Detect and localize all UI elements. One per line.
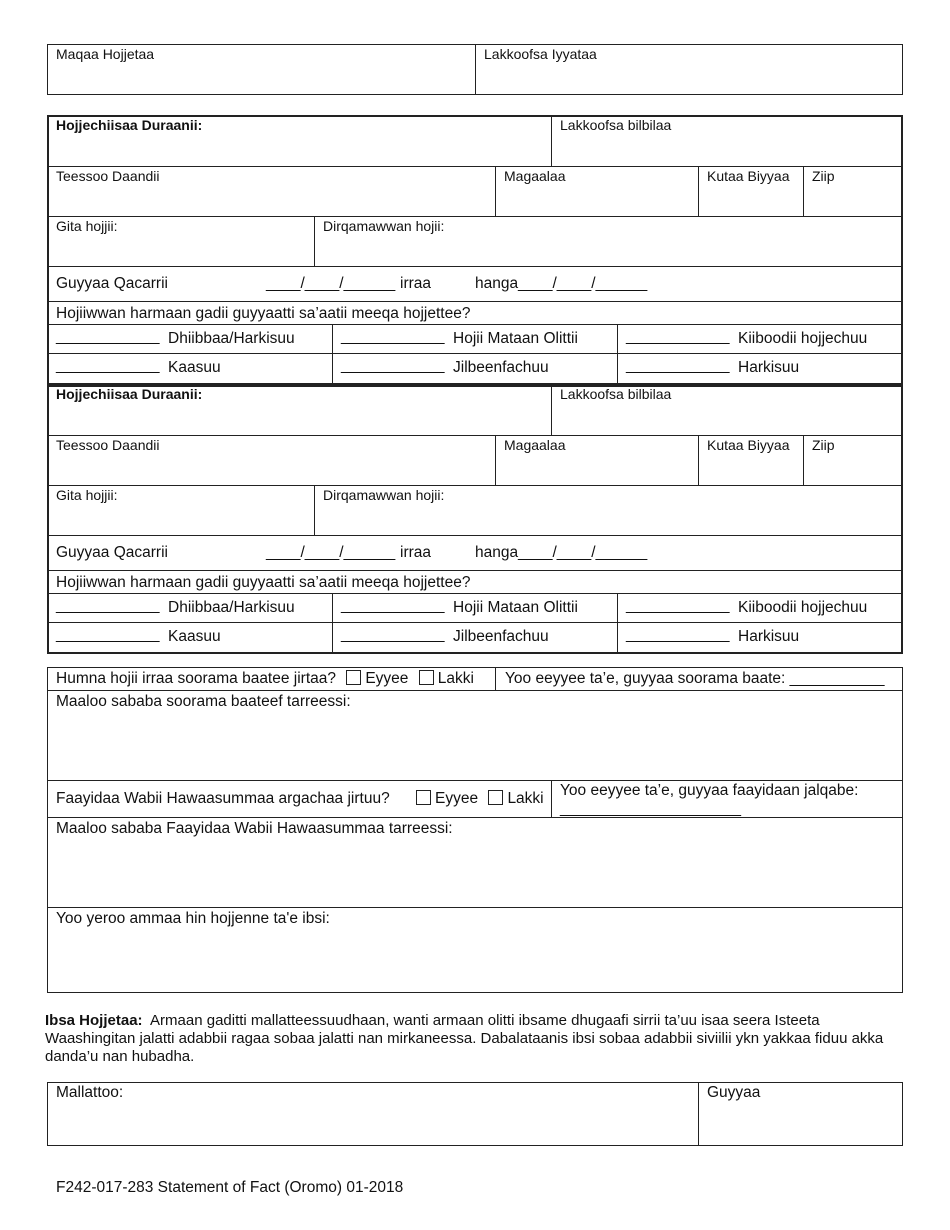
task-label: Kiiboodii hojjechuu — [738, 599, 868, 616]
benefits-yes-checkbox[interactable] — [416, 790, 431, 805]
job-title-field[interactable]: Gita hojjii: — [56, 487, 118, 503]
case-name-field[interactable]: Maqaa Hojjetaa — [56, 46, 155, 62]
task-label: Kaasuu — [168, 359, 221, 376]
case-number-field[interactable]: Lakkoofsa Iyyataa — [484, 46, 597, 62]
signature-field[interactable]: Mallattoo: — [56, 1084, 124, 1101]
leave-no-label: Lakki — [437, 670, 474, 687]
from-label: irraa — [400, 275, 432, 292]
task-hours-blank[interactable]: ____________ — [626, 597, 730, 614]
employer-phone-field[interactable]: Lakkoofsa bilbilaa — [560, 386, 672, 402]
benefits-question — [56, 790, 544, 808]
job-duties-field[interactable]: Dirqamawwan hojii: — [323, 218, 445, 234]
hours-question: Hojiiwwan harmaan gadii guyyaatti sa’aatii meeqa hojjettee? — [56, 305, 471, 322]
employment-dates-label: Guyyaa Qacarrii — [56, 275, 168, 292]
benefits-date-field[interactable]: _____________________ — [560, 800, 742, 817]
task-hours-blank[interactable]: ____________ — [56, 626, 160, 643]
task-hours-blank[interactable]: ____________ — [626, 626, 730, 643]
task-hours-blank[interactable]: ____________ — [56, 597, 160, 614]
benefits-date-label: Yoo eeyyee ta’e, guyyaa faayidaan jalqabe: — [560, 782, 859, 799]
job-duties-field[interactable]: Dirqamawwan hojii: — [323, 487, 445, 503]
benefits-no-label: Lakki — [507, 790, 544, 807]
statement-title: Ibsa Hojjetaa: — [45, 1012, 143, 1029]
benefits-yes-label: Eyyee — [435, 790, 479, 807]
employer-name-field[interactable]: Hojjechiisaa Duraanii: — [56, 386, 203, 402]
leave-no-checkbox[interactable] — [419, 670, 434, 685]
zip-field[interactable]: Ziip — [812, 437, 835, 453]
task-label: Hojii Mataan Olittii — [453, 330, 578, 347]
city-field[interactable]: Magaalaa — [504, 437, 566, 453]
street-address-field[interactable]: Teessoo Daandii — [56, 168, 160, 184]
task-label: Harkisuu — [738, 359, 800, 376]
worker-statement — [45, 1012, 895, 1066]
start-date-field[interactable]: ____/____/______ — [266, 544, 396, 561]
task-hours-blank[interactable]: ____________ — [341, 357, 445, 374]
task-label: Harkisuu — [738, 628, 800, 645]
task-hours-blank[interactable]: ____________ — [56, 328, 160, 345]
end-date-field[interactable]: ____/____/______ — [518, 544, 648, 561]
task-hours-blank[interactable]: ____________ — [56, 357, 160, 374]
task-hours-blank[interactable]: ____________ — [626, 357, 730, 374]
street-address-field[interactable]: Teessoo Daandii — [56, 437, 160, 453]
leave-question-text: Humna hojii irraa soorama baatee jirtaa? — [56, 670, 337, 687]
form-footer-id: F242-017-283 Statement of Fact (Oromo) 01-2018 — [56, 1179, 404, 1196]
city-field[interactable]: Magaalaa — [504, 168, 566, 184]
signature-date-field[interactable]: Guyyaa — [707, 1084, 761, 1101]
employer-name-field[interactable]: Hojjechiisaa Duraanii: — [56, 117, 203, 133]
task-label: Dhiibbaa/Harkisuu — [168, 599, 295, 616]
employer-phone-field[interactable]: Lakkoofsa bilbilaa — [560, 117, 672, 133]
state-field[interactable]: Kutaa Biyyaa — [707, 168, 790, 184]
task-label: Hojii Mataan Olittii — [453, 599, 578, 616]
leave-question — [56, 670, 474, 688]
task-label: Dhiibbaa/Harkisuu — [168, 330, 295, 347]
leave-reason-field[interactable]: Maaloo sababa soorama baateef tarreessi: — [56, 693, 351, 710]
task-label: Kaasuu — [168, 628, 221, 645]
job-title-field[interactable]: Gita hojjii: — [56, 218, 118, 234]
signature-box — [47, 1082, 903, 1146]
task-label: Kiiboodii hojjechuu — [738, 330, 868, 347]
leave-yes-label: Eyyee — [365, 670, 409, 687]
statement-body: Armaan gaditti mallatteessuudhaan, wanti armaan olitti ibsame dhugaafi sirrii ta’uu isaa seera Isteeta Waashingitan jalatti adabbii ragaa sobaa jalatti nan mirkaneessa. Dabalataanis ibsi sobaa adabbii siviilii ykn yakkaa fiduu akka danda’u nan hubadha. — [45, 1012, 884, 1065]
start-date-field[interactable]: ____/____/______ — [266, 275, 396, 292]
employment-dates-label: Guyyaa Qacarrii — [56, 544, 168, 561]
from-label: irraa — [400, 544, 432, 561]
end-date-field[interactable]: ____/____/______ — [518, 275, 648, 292]
task-hours-blank[interactable]: ____________ — [341, 597, 445, 614]
task-hours-blank[interactable]: ____________ — [341, 328, 445, 345]
benefits-reason-field[interactable]: Maaloo sababa Faayidaa Wabii Hawaasummaa tarreessi: — [56, 820, 453, 837]
to-label: hanga — [475, 544, 519, 561]
leave-date-field[interactable]: Yoo eeyyee ta’e, guyyaa soorama baate: ___________ — [505, 670, 885, 687]
state-field[interactable]: Kutaa Biyyaa — [707, 437, 790, 453]
task-label: Jilbeenfachuu — [453, 359, 549, 376]
task-hours-blank[interactable]: ____________ — [341, 626, 445, 643]
benefits-question-text: Faayidaa Wabii Hawaasummaa argachaa jirtuu? — [56, 790, 390, 807]
last-worked-field[interactable]: Yoo yeroo ammaa hin hojjenne ta'e ibsi: — [56, 910, 330, 927]
benefits-no-checkbox[interactable] — [488, 790, 503, 805]
leave-yes-checkbox[interactable] — [346, 670, 361, 685]
to-label: hanga — [475, 275, 519, 292]
hours-question: Hojiiwwan harmaan gadii guyyaatti sa’aatii meeqa hojjettee? — [56, 574, 471, 591]
task-hours-blank[interactable]: ____________ — [626, 328, 730, 345]
task-label: Jilbeenfachuu — [453, 628, 549, 645]
zip-field[interactable]: Ziip — [812, 168, 835, 184]
